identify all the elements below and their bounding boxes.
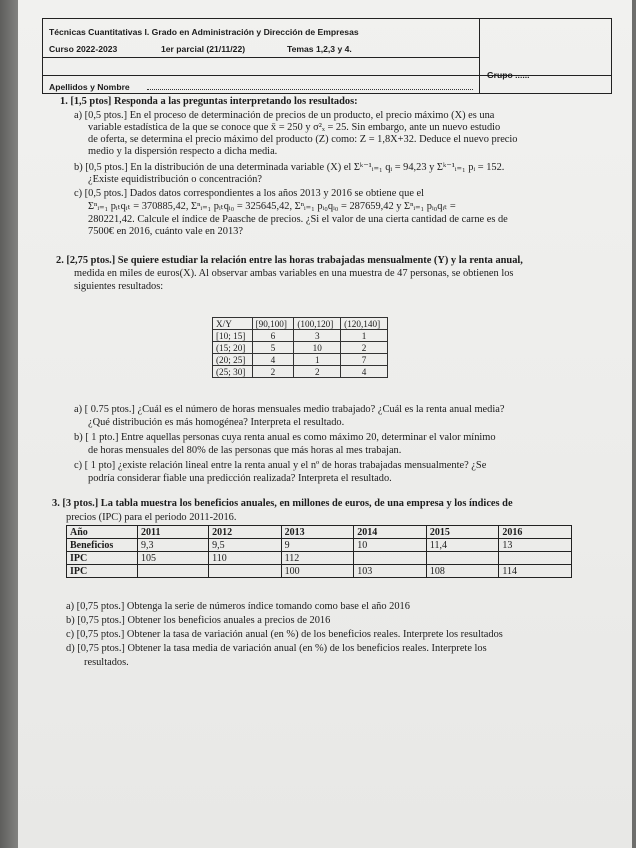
table-cell: 13 (499, 539, 572, 552)
frequency-table (212, 317, 388, 378)
table-cell: [90,100] (252, 318, 294, 330)
table-cell: 1 (341, 330, 388, 342)
table-cell (499, 552, 572, 565)
q2a-line: ¿Qué distribución es más homogénea? Interpreta el resultado. (88, 417, 345, 428)
table-cell: 5 (252, 342, 294, 354)
table-cell (426, 552, 499, 565)
q1a-line: de oferta, se determina el precio máximo del producto (Z) como: Z = 1,8X+32. Deduce el nuevo precio (88, 134, 518, 145)
surname-field[interactable] (147, 89, 473, 90)
q2b-line: de horas mensuales del 80% de las personas que más horas al mes trabajan. (88, 445, 402, 456)
q2-title-line: siguientes resultados: (74, 281, 164, 292)
exam-header (42, 18, 612, 94)
table-row (67, 565, 572, 578)
q1c-line: c) [0,5 ptos.] Dados datos correspondientes a los años 2013 y 2016 se obtiene que el (74, 188, 425, 199)
table-cell: 10 (354, 539, 427, 552)
q3-title-line: precios (IPC) para el periodo 2011-2016. (66, 512, 237, 523)
q2c-line: c) [ 1 pto] ¿existe relación lineal entre la renta anual y el nº de horas trabajadas mensualmente? ¿Se (74, 460, 487, 471)
table-cell: 108 (426, 565, 499, 578)
q1c-line: 7500€ en 2016, cuánto vale en 2013? (88, 226, 243, 237)
header-topics: Temas 1,2,3 y 4. (287, 44, 352, 54)
table-cell: 9,3 (138, 539, 209, 552)
table-cell: 2 (252, 366, 294, 378)
table-cell: 2 (294, 366, 341, 378)
q3-item: b) [0,75 ptos.] Obtener los beneficios anuales a precios de 2016 (66, 615, 331, 626)
table-cell: 11,4 (426, 539, 499, 552)
table-cell: 114 (499, 565, 572, 578)
table-cell: 3 (294, 330, 341, 342)
table-cell: 2016 (499, 526, 572, 539)
table-cell: (120,140] (341, 318, 388, 330)
table-cell: (15; 20] (213, 342, 253, 354)
table-cell: 103 (354, 565, 427, 578)
q3-item: d) [0,75 ptos.] Obtener la tasa media de variación anual (en %) de los beneficios reales. Interprete los (66, 643, 487, 654)
table-cell: 4 (252, 354, 294, 366)
table-cell: 1 (294, 354, 341, 366)
table-cell: 4 (341, 366, 388, 378)
q2a-line: a) [ 0.75 ptos.] ¿Cuál es el número de horas mensuales medio trabajado? ¿Cuál es la renta anual media? (74, 404, 505, 415)
q3-item: c) [0,75 ptos.] Obtener la tasa de variación anual (en %) de los beneficios reales. Interprete los resultados (66, 629, 503, 640)
table-cell: 2014 (354, 526, 427, 539)
table-cell: Año (67, 526, 138, 539)
table-cell: (100,120] (294, 318, 341, 330)
group-label: Grupo ...... (487, 70, 530, 80)
q1a-line: medio y la dispersión respecto a dicha media. (88, 146, 278, 157)
q2c-line: podría considerar fiable una predicción realizada? Interpreta el resultado. (88, 473, 392, 484)
table-cell (209, 565, 282, 578)
q1a-line: a) [0,5 ptos.] En el proceso de determinación de precios de un producto, el precio máximo (X) es una (74, 110, 495, 121)
table-cell: 112 (281, 552, 354, 565)
table-cell: 110 (209, 552, 282, 565)
table-cell: 2015 (426, 526, 499, 539)
q1a-line: variable estadística de la que se conoce que x̄ = 250 y σ²ₓ = 25. Sin embargo, ante un nuevo estudio (88, 122, 501, 133)
table-row (67, 539, 572, 552)
table-cell: 2 (341, 342, 388, 354)
q2-title: 2. [2,75 ptos.] Se quiere estudiar la relación entre las horas trabajadas mensualmente (Y) y la renta anual, (56, 255, 523, 266)
table-header-row (67, 526, 572, 539)
table-cell: X/Y (213, 318, 253, 330)
q1c-line: 280221,42. Calcule el índice de Paasche de precios. ¿Si el valor de una cierta cantidad de carne es de (88, 214, 508, 225)
table-row (213, 354, 388, 366)
table-cell (138, 565, 209, 578)
table-row (213, 342, 388, 354)
q1-title: 1. [1,5 ptos] Responda a las preguntas interpretando los resultados: (60, 96, 358, 107)
profits-table (66, 525, 572, 578)
table-cell: Beneficios (67, 539, 138, 552)
table-cell: 105 (138, 552, 209, 565)
table-cell: 9,5 (209, 539, 282, 552)
table-cell: 6 (252, 330, 294, 342)
table-cell (354, 552, 427, 565)
table-cell: 2011 (138, 526, 209, 539)
table-cell: 100 (281, 565, 354, 578)
table-row (67, 552, 572, 565)
table-cell: (25; 30] (213, 366, 253, 378)
q2-title-line: medida en miles de euros(X). Al observar ambas variables en una muestra de 47 personas, se obtienen los (74, 268, 514, 279)
table-cell: [10; 15] (213, 330, 253, 342)
header-divider (479, 19, 480, 93)
table-row (213, 366, 388, 378)
table-cell: 2012 (209, 526, 282, 539)
table-row (213, 330, 388, 342)
table-cell: 7 (341, 354, 388, 366)
q1b-line: b) [0,5 ptos.] En la distribución de una determinada variable (X) el Σᵏ⁻¹ᵢ₌₁ qᵢ = 94,23 y Σᵏ⁻¹ᵢ₌₁ pᵢ = 152. (74, 162, 505, 173)
q2b-line: b) [ 1 pto.] Entre aquellas personas cuya renta anual es como máximo 20, determinar el valor mínimo (74, 432, 496, 443)
q3-item: resultados. (84, 657, 129, 668)
table-cell: 9 (281, 539, 354, 552)
table-cell: (20; 25] (213, 354, 253, 366)
header-title: Técnicas Cuantitativas I. Grado en Administración y Dirección de Empresas (49, 27, 359, 37)
header-exam: 1er parcial (21/11/22) (161, 44, 246, 54)
header-divider (43, 57, 479, 58)
q3-item: a) [0,75 ptos.] Obtenga la serie de números índice tomando como base el año 2016 (66, 601, 410, 612)
table-cell: IPC (67, 565, 138, 578)
q1b-line: ¿Existe equidistribución o concentración? (88, 174, 262, 185)
q1c-line: Σⁿᵢ₌₁ pᵢₜqᵢₜ = 370885,42, Σⁿᵢ₌₁ pᵢₜqᵢ₀ = 325645,42, Σⁿᵢ₌₁ pᵢ₀qᵢ₀ = 287659,42 y Σⁿᵢ₌₁ pᵢ₀qᵢₜ = (88, 201, 456, 212)
surname-label: Apellidos y Nombre (49, 82, 130, 92)
table-cell: 2013 (281, 526, 354, 539)
table-header-row (213, 318, 388, 330)
table-cell: 10 (294, 342, 341, 354)
q3-title: 3. [3 ptos.] La tabla muestra los beneficios anuales, en millones de euros, de una empresa y los índices de (52, 498, 513, 509)
table-cell: IPC (67, 552, 138, 565)
header-course: Curso 2022-2023 (49, 44, 118, 54)
